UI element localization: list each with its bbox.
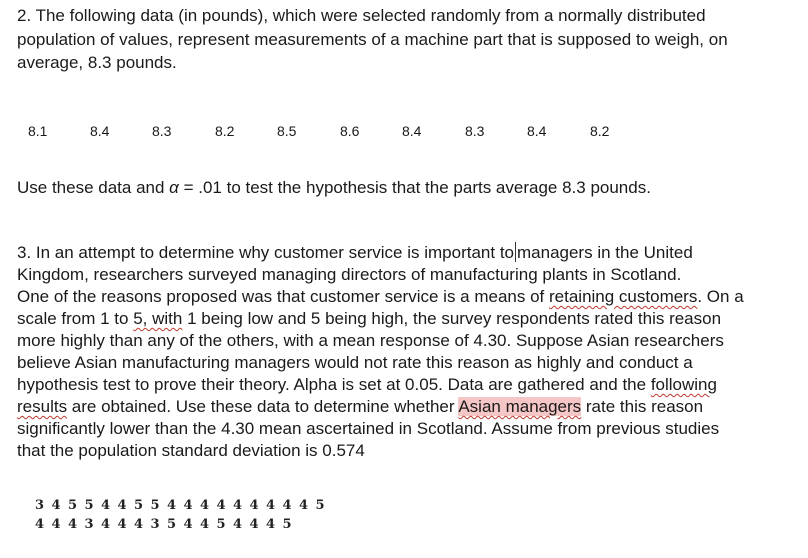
- data-cell: 4: [35, 517, 45, 532]
- question-3-line-7: [17, 374, 799, 396]
- data-cell: 4: [183, 517, 193, 532]
- spellcheck-retaining-customers[interactable]: retaining customers: [549, 287, 698, 306]
- data-cell: 4: [282, 498, 292, 513]
- question-2-line-1: 2. The following data (in pounds), which were selected randomly from a normally distributed: [17, 6, 706, 25]
- data-value: 8.3: [465, 123, 485, 139]
- data-cell: 5: [68, 498, 78, 513]
- data-cell: 4: [299, 498, 309, 513]
- q3-line-4-a: scale from 1 to: [17, 309, 134, 328]
- question-3-line-6: believe Asian manufacturing managers would not rate this reason as highly and conduct a: [17, 353, 693, 372]
- question-3-line-2: Kingdom, researchers surveyed managing directors of manufacturing plants in Scotland.: [17, 265, 682, 284]
- data-cell: 5: [282, 517, 292, 532]
- data-cell: 4: [51, 517, 61, 532]
- q3-line-7-a: hypothesis test to prove their theory. Alpha is set at 0.05. Data are gathered and the: [17, 375, 651, 394]
- data-cell: 4: [117, 498, 127, 513]
- spellcheck-results[interactable]: results: [17, 397, 68, 416]
- data-value: 8.4: [402, 123, 422, 139]
- data-cell: 4: [249, 498, 259, 513]
- data-cell: 4: [266, 517, 276, 532]
- data-cell: 4: [200, 517, 210, 532]
- data-value: 8.1: [28, 123, 48, 139]
- data-value: 8.4: [527, 123, 547, 139]
- data-cell: 4: [233, 517, 243, 532]
- instruction-text-b: = .01 to test the hypothesis that the parts average 8.3 pounds.: [178, 178, 651, 197]
- spellcheck-5-with[interactable]: 5, with: [133, 309, 183, 328]
- q3-line-1-a: 3. In an attempt to determine why customer service is important to: [17, 243, 514, 262]
- question-3-line-4: [17, 308, 799, 330]
- data-cell: 3: [150, 517, 160, 532]
- data-value: 8.4: [90, 123, 110, 139]
- data-value: 8.2: [590, 123, 610, 139]
- data-cell: 4: [134, 517, 144, 532]
- data-value: 8.3: [152, 123, 172, 139]
- question-3-line-1: [17, 242, 799, 264]
- data-cell: 3: [35, 498, 45, 513]
- question-2-data-values: [0, 123, 808, 145]
- q3-line-4-c: 1 being low and 5 being high, the survey respondents rated this reason: [182, 309, 722, 328]
- data-value: 8.5: [277, 123, 297, 139]
- data-cell: 4: [200, 498, 210, 513]
- question-3-line-3: [17, 286, 799, 308]
- data-row-2: [35, 515, 332, 534]
- data-cell: 3: [84, 517, 94, 532]
- question-3-line-9: significantly lower than the 4.30 mean ascertained in Scotland. Assume from previous studies: [17, 419, 720, 438]
- question-2-line-3: average, 8.3 pounds.: [17, 53, 177, 72]
- data-cell: 4: [68, 517, 78, 532]
- q3-line-3-a: One of the reasons proposed was that customer service is a means of: [17, 287, 549, 306]
- data-cell: 4: [249, 517, 259, 532]
- question-2-line-2: population of values, represent measurements of a machine part that is supposed to weigh, on: [17, 29, 728, 49]
- data-cell: 4: [266, 498, 276, 513]
- data-row-1: [35, 496, 332, 515]
- q3-line-3-c: . On a: [697, 287, 744, 306]
- text-cursor: [515, 242, 516, 262]
- data-cell: 4: [167, 498, 177, 513]
- question-2-text: [17, 4, 797, 75]
- question-3-line-8: [17, 396, 799, 418]
- q3-line-1-b: managers in the United: [517, 243, 693, 262]
- data-cell: 4: [117, 517, 127, 532]
- spellcheck-asian-managers[interactable]: Asian managers: [458, 397, 582, 416]
- data-cell: 4: [183, 498, 193, 513]
- data-cell: 4: [101, 498, 111, 513]
- data-cell: 5: [216, 517, 226, 532]
- question-3-line-10: that the population standard deviation is 0.574: [17, 441, 365, 460]
- data-cell: 4: [233, 498, 243, 513]
- q3-line-8-b: are obtained. Use these data to determine whether: [67, 397, 459, 416]
- data-cell: 4: [101, 517, 111, 532]
- data-cell: 5: [167, 517, 177, 532]
- data-cell: 4: [216, 498, 226, 513]
- question-3-line-5: more highly than any of the others, with a mean response of 4.30. Suppose Asian researchers: [17, 331, 724, 350]
- spellcheck-following[interactable]: following: [650, 375, 717, 394]
- data-cell: 5: [84, 498, 94, 513]
- data-cell: 5: [134, 498, 144, 513]
- data-value: 8.2: [215, 123, 235, 139]
- data-cell: 5: [315, 498, 325, 513]
- alpha-symbol: α: [169, 178, 179, 197]
- question-2-instruction: [17, 177, 797, 199]
- instruction-text-a: Use these data and: [17, 178, 170, 197]
- question-3-text: [17, 242, 799, 462]
- question-3-data-block: [35, 496, 332, 534]
- data-cell: 4: [51, 498, 61, 513]
- data-value: 8.6: [340, 123, 360, 139]
- q3-line-8-d: rate this reason: [581, 397, 704, 416]
- data-cell: 5: [150, 498, 160, 513]
